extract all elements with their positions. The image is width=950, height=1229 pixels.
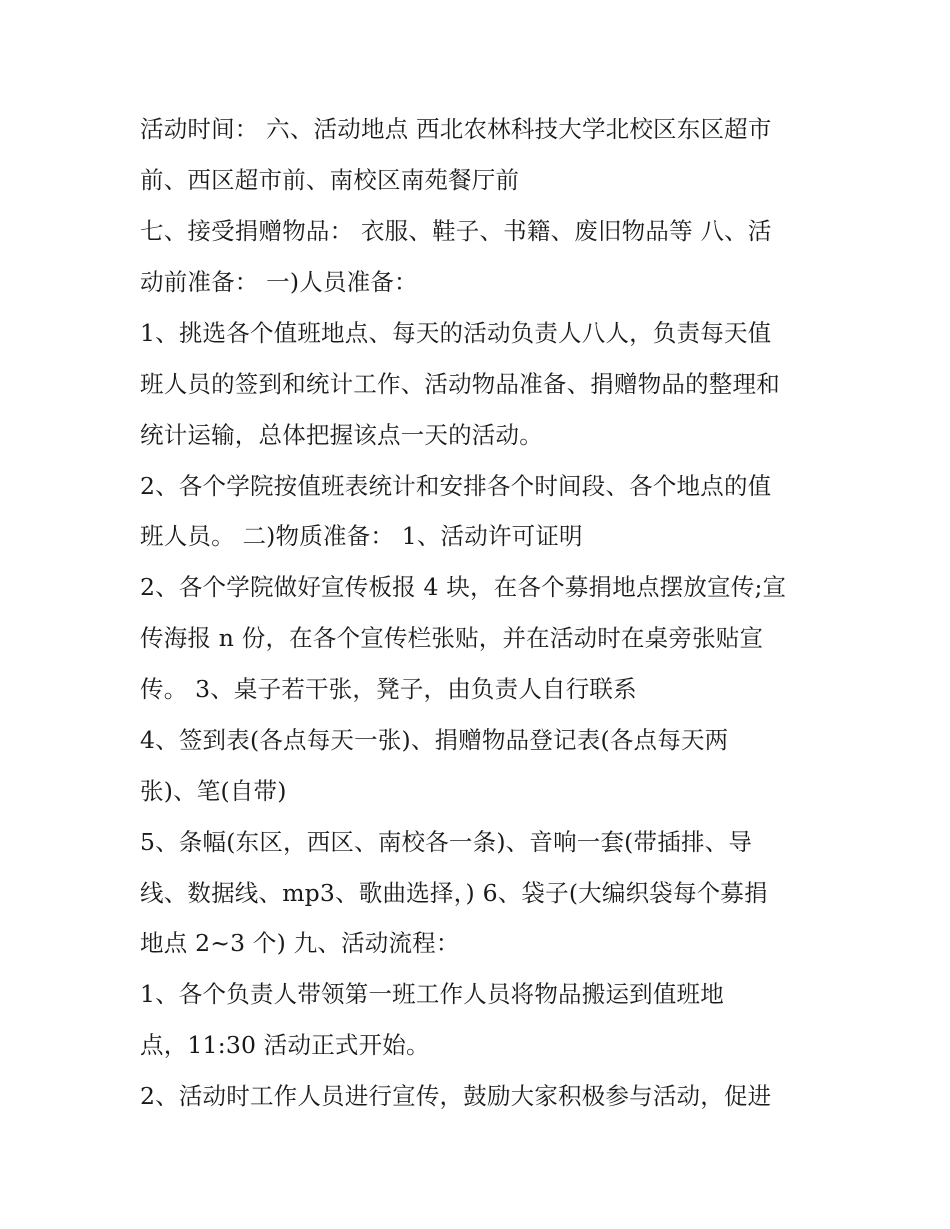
text-line: 1、各个负责人带领第一班工作人员将物品搬运到值班地 [140,980,724,1008]
text-line: 5、条幅(东区，西区、南校各一条)、音响一套(带插排、导 [140,828,753,856]
text-line: 班人员的签到和统计工作、活动物品准备、捐赠物品的整理和 [140,370,780,398]
text-line: 线、数据线、mp3、歌曲选择，) 6、袋子(大编织袋每个募捐 [140,879,768,907]
text-line: 1、挑选各个值班地点、每天的活动负责人八人，负责每天值 [140,319,772,347]
text-line: 传。 3、桌子若干张，凳子，由负责人自行联系 [140,675,637,703]
text-line: 统计运输，总体把握该点一天的活动。 [140,421,543,449]
text-line: 传海报 n 份，在各个宣传栏张贴，并在活动时在桌旁张贴宣 [140,624,764,652]
text-line: 动前准备： 一)人员准备： [140,268,418,296]
text-line: 活动时间： 六、活动地点 西北农林科技大学北校区东区超市 [140,115,772,143]
text-line: 七、接受捐赠物品： 衣服、鞋子、书籍、废旧物品等 八、活 [140,217,772,245]
text-line: 2、活动时工作人员进行宣传，鼓励大家积极参与活动，促进 [140,1082,772,1110]
text-line: 2、各个学院按值班表统计和安排各个时间段、各个地点的值 [140,472,772,500]
text-line: 点，11:30 活动正式开始。 [140,1031,430,1059]
text-line: 2、各个学院做好宣传板报 4 块，在各个募捐地点摆放宣传;宣 [140,573,787,601]
text-line: 地点 2~3 个) 九、活动流程： [140,929,460,957]
text-line: 张)、笔(自带) [140,777,287,805]
text-line: 前、西区超市前、南校区南苑餐厅前 [140,166,520,194]
text-line: 4、签到表(各点每天一张)、捐赠物品登记表(各点每天两 [140,726,729,754]
text-line: 班人员。 二)物质准备： 1、活动许可证明 [140,522,583,550]
